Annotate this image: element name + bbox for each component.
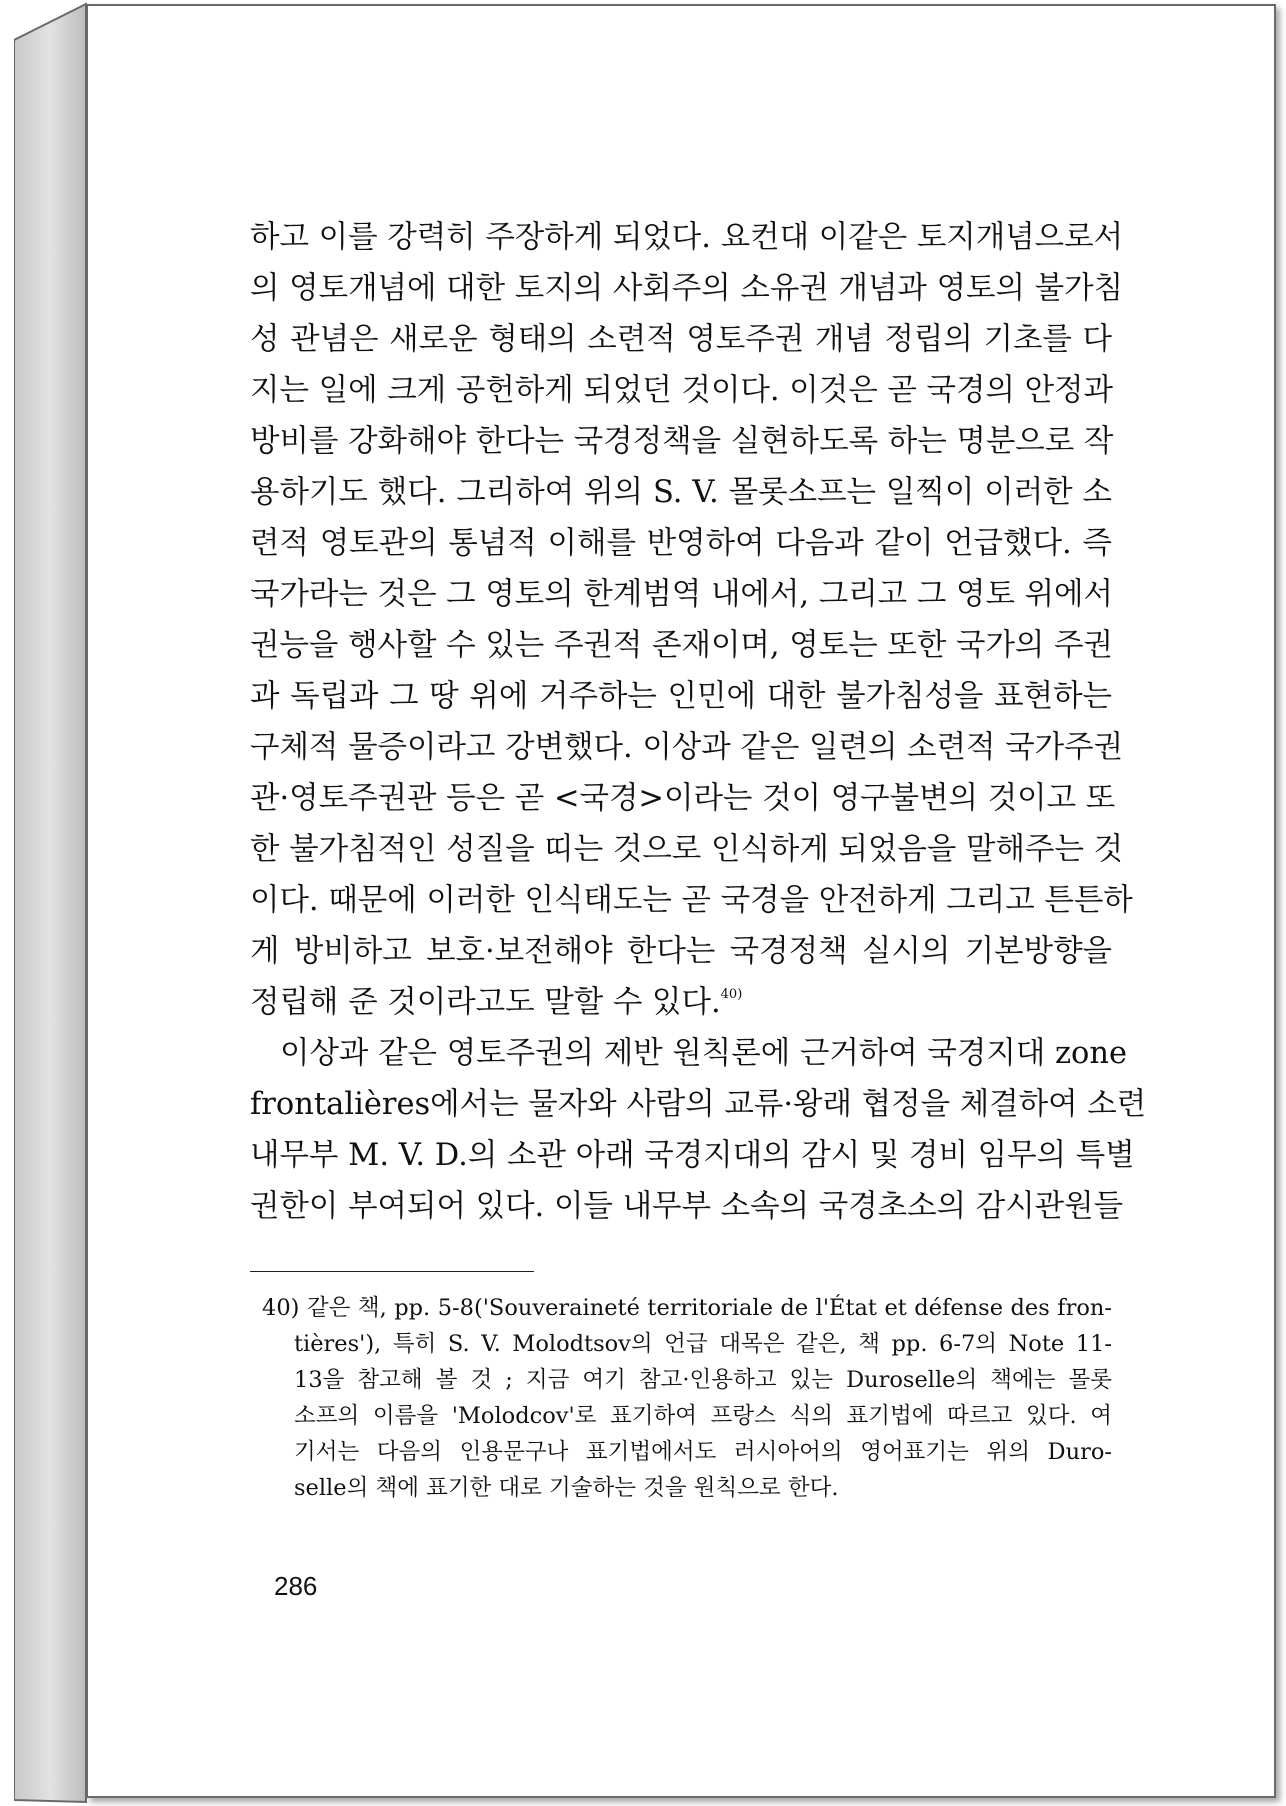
body-line: 한 불가침적인 성질을 띠는 것으로 인식하게 되었음을 말해주는 것 xyxy=(250,832,1124,867)
paragraph-line: 권한이 부여되어 있다. 이들 내무부 소속의 국경초소의 감시관원들 xyxy=(250,1189,1124,1224)
footnote-divider xyxy=(250,1271,534,1272)
book-side-edge xyxy=(14,0,88,1806)
body-line-text: 정립해 준 것이라고도 말할 수 있다. xyxy=(250,985,721,1020)
footnote-line: 13을 참고해 볼 것 ; 지금 여기 참고·인용하고 있는 Duroselle의 책에는 몰롯 xyxy=(294,1367,1112,1393)
footnote-line: 기서는 다음의 인용문구나 표기법에서도 러시아어의 영어표기는 위의 Duro- xyxy=(294,1439,1112,1465)
body-line-last xyxy=(250,977,1112,1028)
paragraph-line: 내무부 M. V. D.의 소관 아래 국경지대의 감시 및 경비 임무의 특별 xyxy=(250,1138,1135,1173)
footnote-line: 40) 같은 책, pp. 5-8('Souveraineté territoriale de l'État et défense des fron- xyxy=(262,1295,1112,1321)
footnote-line: 소프의 이름을 'Molodcov'로 표기하여 프랑스 식의 표기법에 따르고 있다. 여 xyxy=(294,1403,1112,1429)
body-line: 용하기도 했다. 그리하여 위의 S. V. 몰롯소프는 일찍이 이러한 소 xyxy=(250,475,1112,510)
body-line: 지는 일에 크게 공헌하게 되었던 것이다. 이것은 곧 국경의 안정과 xyxy=(250,373,1113,408)
body-text xyxy=(250,212,1147,1232)
paragraph-line: frontalières에서는 물자와 사람의 교류·왕래 협정을 체결하여 소련 xyxy=(250,1087,1147,1122)
body-line: 관·영토주권관 등은 곧 <국경>이라는 것이 영구불변의 것이고 또 xyxy=(250,781,1116,816)
body-line: 구체적 물증이라고 강변했다. 이상과 같은 일련의 소련적 국가주권 xyxy=(250,730,1124,765)
body-line: 게 방비하고 보호·보전해야 한다는 국경정책 실시의 기본방향을 xyxy=(250,934,1112,969)
footnote-reference[interactable]: 40) xyxy=(720,987,743,1002)
body-line: 의 영토개념에 대한 토지의 사회주의 소유권 개념과 영토의 불가침 xyxy=(250,271,1124,306)
body-line: 련적 영토관의 통념적 이해를 반영하여 다음과 같이 언급했다. 즉 xyxy=(250,526,1112,561)
body-line: 과 독립과 그 땅 위에 거주하는 인민에 대한 불가침성을 표현하는 xyxy=(250,679,1112,714)
paragraph-line: 이상과 같은 영토주권의 제반 원칙론에 근거하여 국경지대 zone xyxy=(280,1036,1128,1071)
body-line: 이다. 때문에 이러한 인식태도는 곧 국경을 안전하게 그리고 튼튼하 xyxy=(250,883,1133,918)
body-line: 성 관념은 새로운 형태의 소련적 영토주권 개념 정립의 기초를 다 xyxy=(250,322,1112,357)
body-line: 국가라는 것은 그 영토의 한계범역 내에서, 그리고 그 영토 위에서 xyxy=(250,577,1113,612)
footnote xyxy=(262,1290,1112,1506)
body-line: 방비를 강화해야 한다는 국경정책을 실현하도록 하는 명분으로 작 xyxy=(250,424,1114,459)
footnote-line: tières'), 특히 S. V. Molodtsov의 언급 대목은 같은, 책 pp. 6-7의 Note 11- xyxy=(294,1331,1112,1357)
footnote-line: selle의 책에 표기한 대로 기술하는 것을 원칙으로 한다. xyxy=(294,1475,839,1501)
page-number: 286 xyxy=(274,1571,318,1601)
body-line: 하고 이를 강력히 주장하게 되었다. 요컨대 이같은 토지개념으로서 xyxy=(250,220,1124,255)
body-line: 권능을 행사할 수 있는 주권적 존재이며, 영토는 또한 국가의 주권 xyxy=(250,628,1113,663)
